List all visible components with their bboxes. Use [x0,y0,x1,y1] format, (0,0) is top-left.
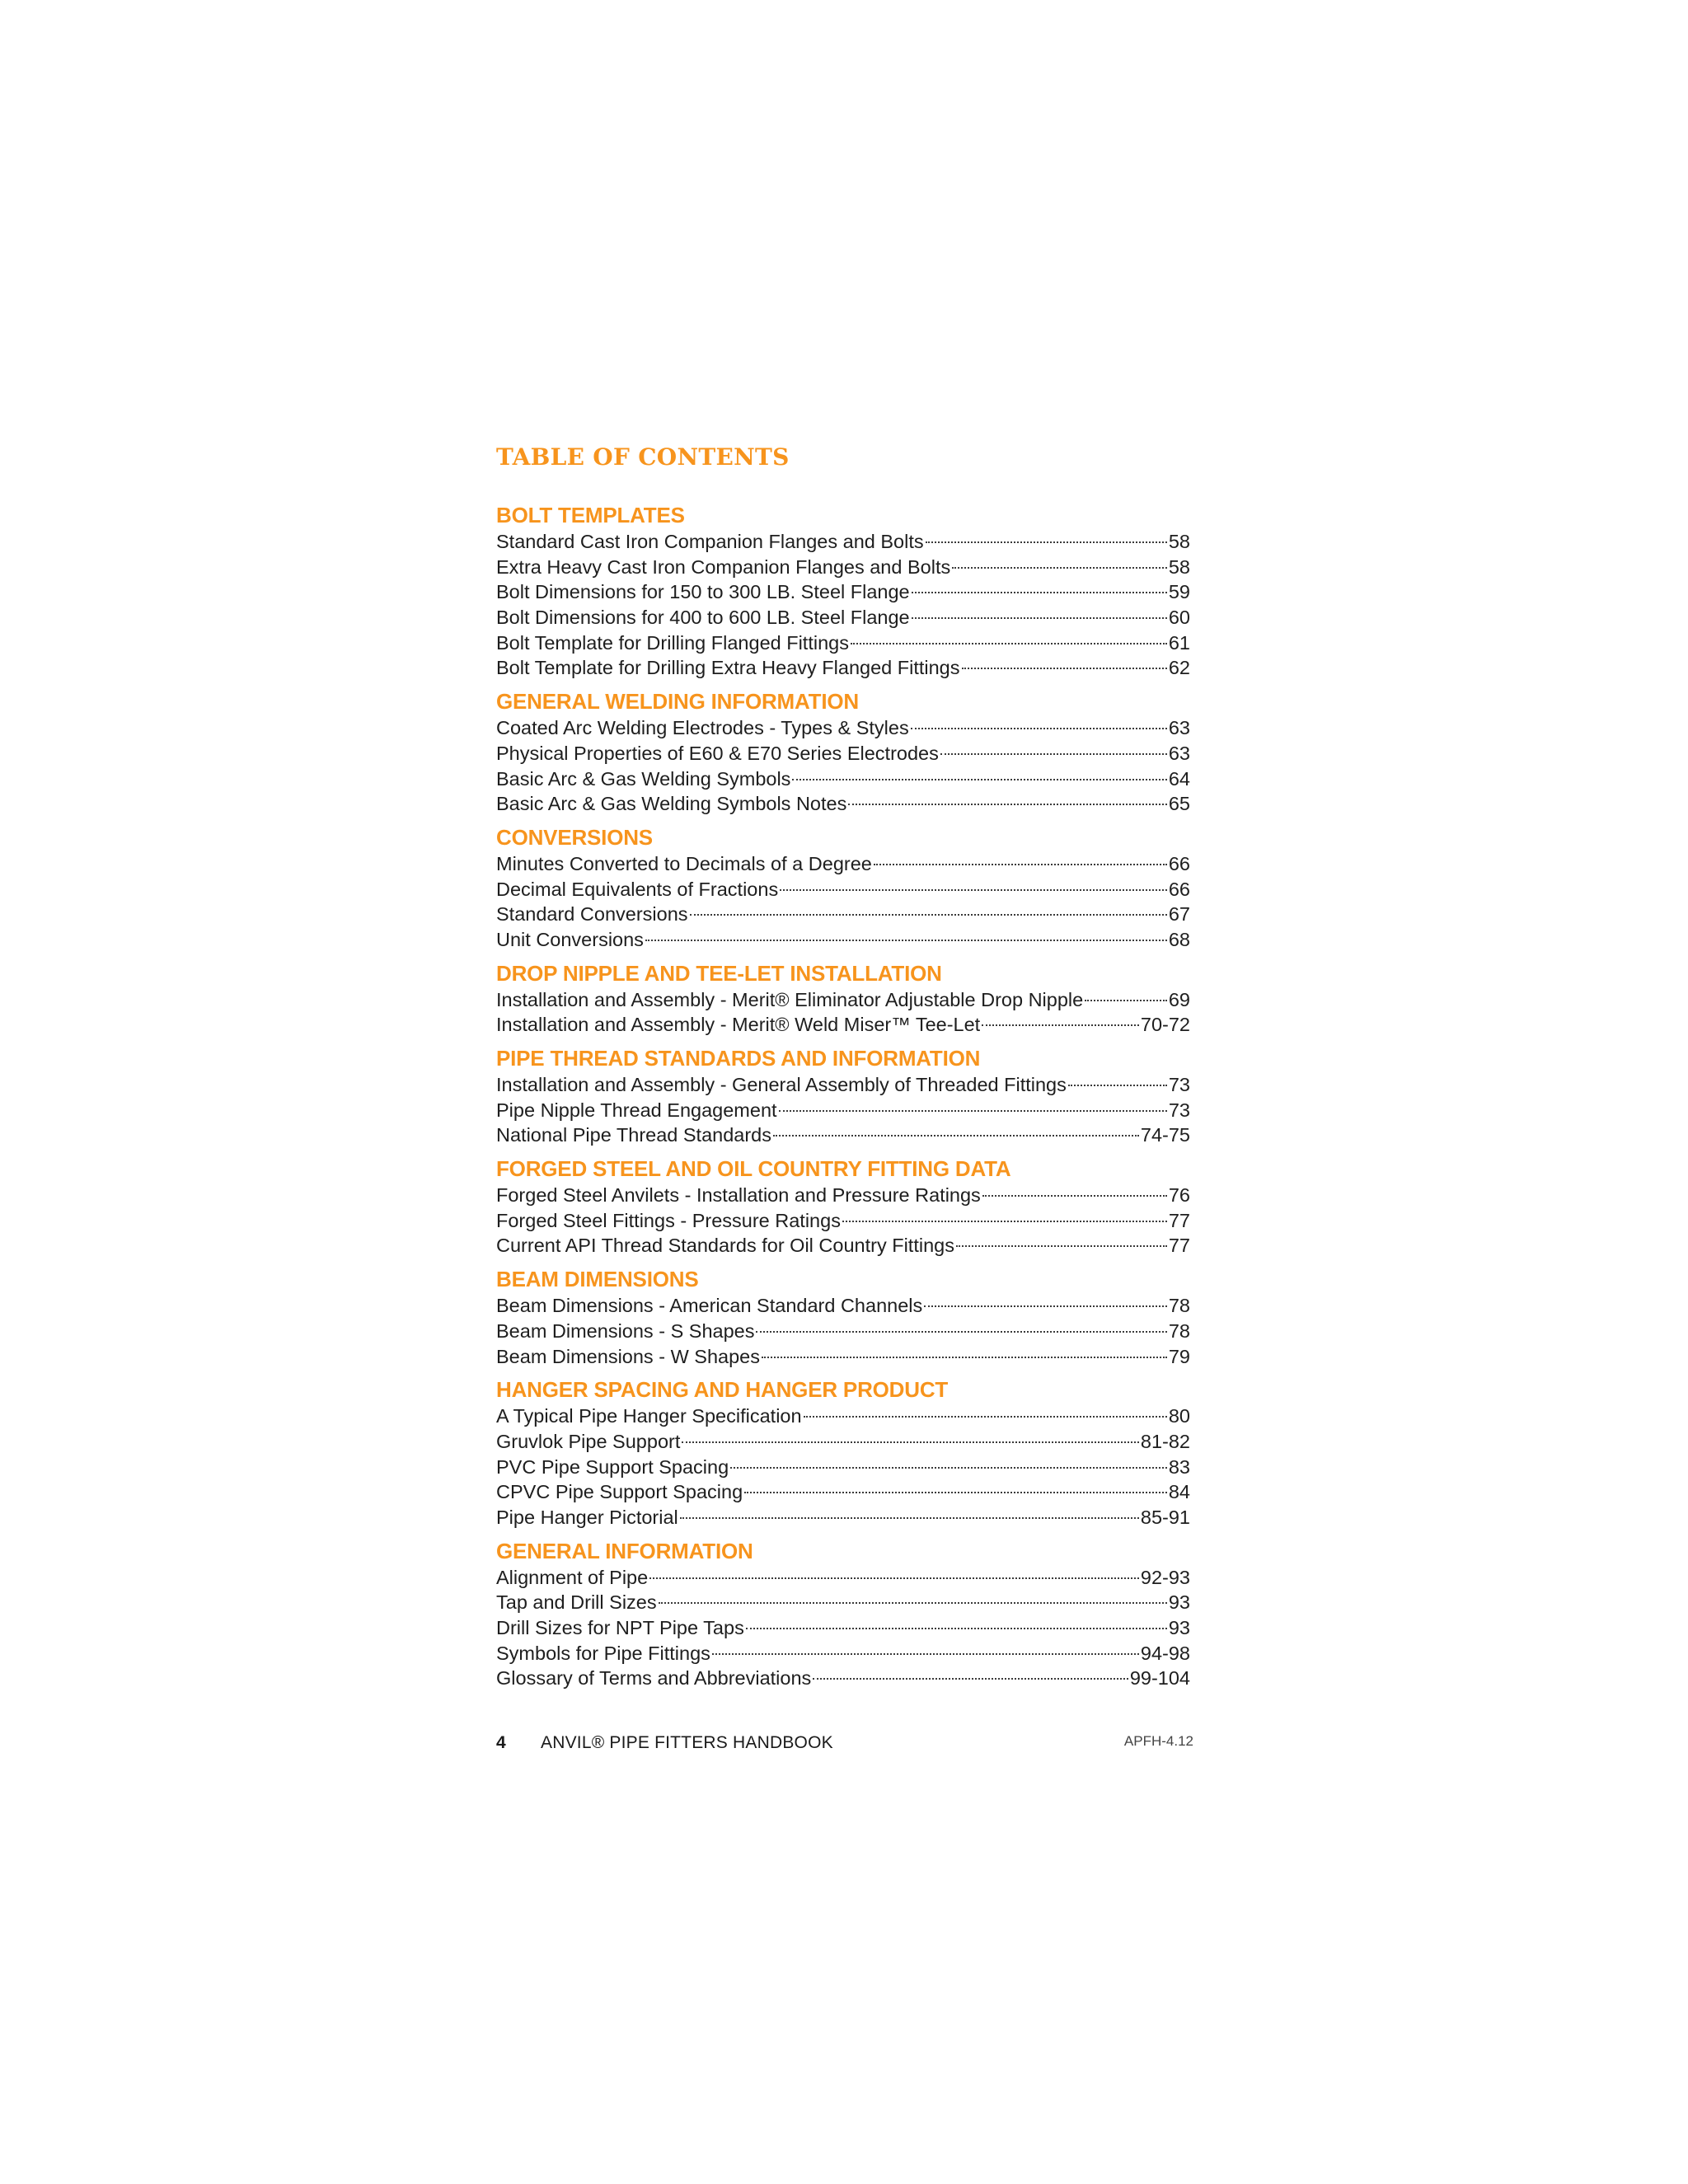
toc-entry-label: Bolt Dimensions for 150 to 300 LB. Steel Flange [496,581,910,603]
toc-entry-page: 83 [1168,1455,1190,1478]
toc-entry[interactable] [496,579,1190,605]
dot-leader [773,1135,1139,1137]
toc-entry[interactable] [496,1183,1190,1208]
toc-entry-page: 67 [1168,903,1190,926]
section-heading: GENERAL WELDING INFORMATION [496,689,859,715]
dot-leader [982,1024,1139,1026]
dot-leader [813,1678,1128,1680]
dot-leader [952,567,1167,569]
toc-entry-label: Forged Steel Anvilets - Installation and Pressure Ratings [496,1184,981,1207]
toc-entry[interactable] [496,1429,1190,1455]
dot-leader [730,1467,1167,1469]
toc-entry[interactable] [496,1233,1190,1258]
toc-section [496,1376,1190,1530]
toc-entry-page: 73 [1168,1099,1190,1121]
toc-entry-page: 70-72 [1140,1014,1190,1036]
toc-entry-page: 77 [1168,1209,1190,1231]
section-heading: HANGER SPACING AND HANGER PRODUCT [496,1377,949,1403]
section-heading: BOLT TEMPLATES [496,503,685,527]
toc-entry[interactable] [496,1615,1190,1641]
toc-entry-page: 59 [1168,581,1190,603]
toc-entry-page: 92-93 [1140,1566,1190,1588]
toc-entry[interactable] [496,1319,1190,1344]
dot-leader [659,1602,1167,1604]
toc-entry-page: 64 [1168,767,1190,790]
toc-entry-label: Drill Sizes for NPT Pipe Taps [496,1617,744,1638]
dot-leader [756,1331,1166,1333]
dot-leader [911,728,1167,729]
toc-entry-page: 99-104 [1129,1667,1190,1690]
toc-entry[interactable] [496,1565,1190,1591]
dot-leader [982,1195,1167,1197]
page-title: TABLE OF CONTENTS [496,443,790,471]
dot-leader [962,668,1167,669]
table-of-contents [496,441,1190,1699]
toc-entry[interactable] [496,1590,1190,1615]
dot-leader [874,864,1167,865]
section-heading: DROP NIPPLE AND TEE-LET INSTALLATION [496,960,942,986]
dot-leader [926,541,1167,543]
toc-entry-label: Symbols for Pipe Fittings [496,1642,710,1664]
section-heading: FORGED STEEL AND OIL COUNTRY FITTING DATA [496,1156,1011,1182]
toc-section [496,688,1190,817]
toc-entry[interactable] [496,766,1190,792]
toc-entry[interactable] [496,741,1190,766]
toc-entry-label: Unit Conversions [496,928,644,950]
toc-entry-page: 94-98 [1140,1642,1190,1664]
toc-entry-page: 80 [1168,1405,1190,1427]
toc-entry-label: CPVC Pipe Support Spacing [496,1481,743,1503]
toc-entry-label: Bolt Template for Drilling Flanged Fittings [496,631,849,654]
toc-entry[interactable] [496,1293,1190,1319]
toc-entry-page: 60 [1168,607,1190,629]
toc-entry-label: A Typical Pipe Hanger Specification [496,1405,802,1427]
dot-leader [762,1357,1167,1358]
toc-entry[interactable] [496,1505,1190,1530]
toc-sections [496,502,1190,1691]
toc-entry-label: Beam Dimensions - S Shapes [496,1319,755,1342]
dot-leader [645,940,1167,941]
dot-leader [1068,1085,1167,1086]
section-heading: CONVERSIONS [496,824,653,850]
toc-entry-page: 85-91 [1140,1506,1190,1528]
toc-entry[interactable] [496,655,1190,681]
toc-entry[interactable] [496,1404,1190,1429]
toc-entry[interactable] [496,529,1190,555]
toc-entry[interactable] [496,1072,1190,1098]
toc-entry-page: 68 [1168,928,1190,950]
toc-entry-label: Current API Thread Standards for Oil Country Fittings [496,1235,954,1257]
toc-entry-label: Pipe Hanger Pictorial [496,1506,678,1528]
toc-entry-page: 58 [1168,531,1190,552]
toc-entry-page: 66 [1168,878,1190,900]
toc-entry-page: 62 [1168,657,1190,679]
toc-entry[interactable] [496,877,1190,902]
toc-entry-label: Tap and Drill Sizes [496,1591,657,1614]
toc-entry[interactable] [496,1098,1190,1123]
toc-entry-label: Minutes Converted to Decimals of a Degree [496,852,872,874]
toc-entry-label: PVC Pipe Support Spacing [496,1455,729,1478]
toc-entry[interactable] [496,1122,1190,1148]
section-heading: GENERAL INFORMATION [496,1538,753,1563]
toc-entry-label: Installation and Assembly - Merit® Eliminator Adjustable Drop Nipple [496,988,1084,1010]
dot-leader [842,1221,1167,1222]
toc-entry-label: Extra Heavy Cast Iron Companion Flanges and Bolts [496,555,951,578]
toc-section [496,1266,1190,1369]
toc-entry-label: Glossary of Terms and Abbreviations [496,1667,812,1690]
toc-entry-page: 58 [1168,555,1190,578]
section-heading: PIPE THREAD STANDARDS AND INFORMATION [496,1046,981,1071]
dot-leader [924,1305,1167,1307]
toc-entry-label: Decimal Equivalents of Fractions [496,878,779,900]
section-heading: BEAM DIMENSIONS [496,1267,699,1292]
toc-entry[interactable] [496,1012,1190,1038]
toc-entry-page: 61 [1168,631,1190,654]
toc-entry-page: 78 [1168,1295,1190,1317]
toc-entry-page: 93 [1168,1617,1190,1638]
toc-entry-page: 69 [1168,988,1190,1010]
toc-entry-page: 63 [1168,742,1190,764]
toc-entry-page: 63 [1168,717,1190,739]
toc-entry[interactable] [496,630,1190,656]
dot-leader [779,1110,1167,1112]
toc-entry-label: Basic Arc & Gas Welding Symbols [496,767,791,790]
toc-entry-label: National Pipe Thread Standards [496,1124,772,1146]
toc-entry-label: Bolt Dimensions for 400 to 600 LB. Steel Flange [496,607,910,629]
dot-leader [712,1653,1139,1655]
toc-entry-page: 65 [1168,793,1190,815]
toc-section [496,824,1190,953]
toc-section [496,502,1190,681]
dot-leader [792,779,1166,780]
toc-entry-label: Installation and Assembly - General Assembly of Threaded Fittings [496,1074,1067,1095]
dot-leader [649,1577,1139,1579]
dot-leader [848,804,1167,805]
dot-leader [912,592,1167,593]
toc-entry[interactable] [496,605,1190,630]
toc-entry-label: Standard Cast Iron Companion Flanges and Bolts [496,531,924,552]
toc-entry-label: Standard Conversions [496,903,688,926]
toc-entry[interactable] [496,791,1190,817]
toc-entry[interactable] [496,1455,1190,1480]
footer-document-code: APFH-4.12 [1123,1733,1193,1749]
dot-leader [940,753,1167,755]
dot-leader [912,617,1167,619]
toc-entry-page: 78 [1168,1319,1190,1342]
toc-entry-page: 77 [1168,1235,1190,1257]
toc-entry-page: 84 [1168,1481,1190,1503]
toc-entry-label: Forged Steel Fittings - Pressure Ratings [496,1209,841,1231]
toc-entry[interactable] [496,1344,1190,1370]
toc-entry-label: Installation and Assembly - Merit® Weld Miser™ Tee-Let [496,1014,981,1036]
toc-entry-label: Coated Arc Welding Electrodes - Types & Styles [496,717,909,739]
toc-entry[interactable] [496,1641,1190,1666]
toc-section [496,960,1190,1038]
toc-entry[interactable] [496,851,1190,877]
toc-entry-page: 76 [1168,1184,1190,1207]
toc-entry-label: Basic Arc & Gas Welding Symbols Notes [496,793,847,815]
dot-leader [690,914,1167,916]
toc-entry-label: Pipe Nipple Thread Engagement [496,1099,777,1121]
toc-entry-label: Gruvlok Pipe Support [496,1430,681,1452]
page-footer [496,1733,1193,1758]
toc-entry[interactable] [496,1479,1190,1505]
footer-page-number: 4 [496,1733,506,1752]
toc-section [496,1538,1190,1691]
toc-entry-page: 74-75 [1140,1124,1190,1146]
footer-handbook-title: ANVIL® PIPE FITTERS HANDBOOK [541,1733,833,1752]
toc-entry-label: Beam Dimensions - W Shapes [496,1345,760,1367]
dot-leader [956,1245,1167,1247]
toc-entry-page: 79 [1168,1345,1190,1367]
toc-section [496,1045,1190,1148]
dot-leader [682,1441,1139,1443]
toc-entry[interactable] [496,1666,1190,1691]
dot-leader [1085,1000,1167,1001]
toc-entry-page: 73 [1168,1074,1190,1095]
toc-entry-label: Alignment of Pipe [496,1566,649,1588]
dot-leader [851,643,1167,644]
dot-leader [780,889,1167,891]
dot-leader [744,1492,1167,1493]
dot-leader [680,1517,1139,1519]
toc-entry[interactable] [496,555,1190,580]
toc-entry-label: Beam Dimensions - American Standard Channels [496,1295,923,1317]
dot-leader [804,1416,1167,1418]
toc-entry[interactable] [496,715,1190,741]
toc-entry-page: 93 [1168,1591,1190,1614]
toc-entry-page: 66 [1168,852,1190,874]
toc-entry-page: 81-82 [1140,1430,1190,1452]
toc-entry[interactable] [496,927,1190,953]
toc-entry[interactable] [496,987,1190,1013]
toc-entry[interactable] [496,1208,1190,1234]
toc-entry-label: Bolt Template for Drilling Extra Heavy Flanged Fittings [496,657,960,679]
toc-entry-label: Physical Properties of E60 & E70 Series Electrodes [496,742,939,764]
toc-section [496,1155,1190,1258]
dot-leader [746,1628,1167,1629]
toc-entry[interactable] [496,902,1190,927]
